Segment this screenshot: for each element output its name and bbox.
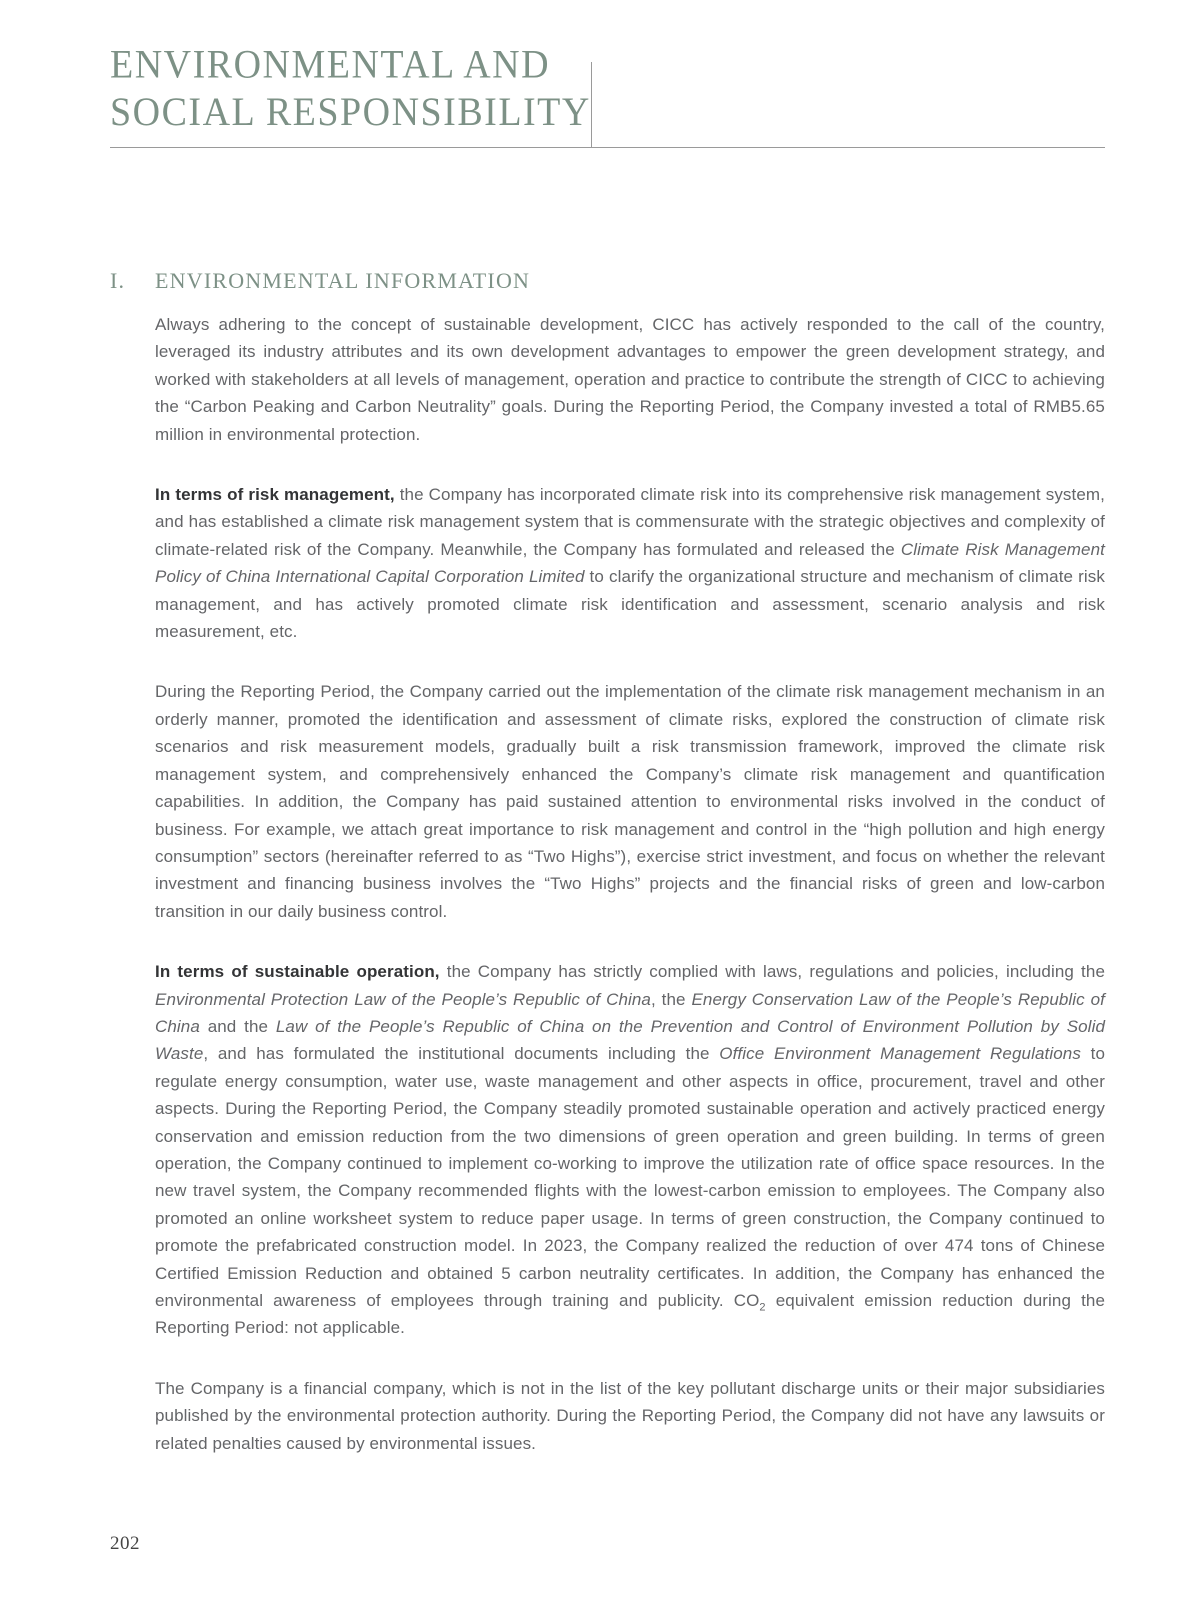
paragraph bbox=[155, 678, 1105, 925]
text-segment-bold: In terms of risk management, bbox=[155, 485, 395, 505]
page-title bbox=[110, 42, 591, 137]
page-number: 202 bbox=[110, 1533, 140, 1554]
section-title: ENVIRONMENTAL INFORMATION bbox=[155, 268, 531, 293]
page-title-line2: SOCIAL RESPONSIBILITY bbox=[110, 90, 591, 135]
text-segment-normal: the Company has strictly complied with laws, regulations and policies, including the bbox=[439, 962, 1105, 982]
text-segment-italic: Law of the People’s Republic of China on the Prevention and Control of Environment Pollution by Solid Waste bbox=[155, 1016, 1105, 1064]
text-segment-normal: equivalent emission reduction during the Reporting Period: not applicable. bbox=[155, 1291, 1106, 1338]
page-title-line1: ENVIRONMENTAL AND bbox=[110, 43, 551, 88]
text-segment-normal: During the Reporting Period, the Company carried out the implementation of the climate risk management mechanism in an orderly manner, promoted the identification and assessment of climate risks, explored the construction of climate risk scenarios and risk measurement models, gradually built a risk transmission framework, improved the climate risk management system, and comprehensively enhanced the Company’s climate risk management and quantification capabilities. In addition, the Company has paid sustained attention to environmental risks involved in the conduct of business. For example, we attach great importance to risk management and control in the “high pollution and high energy consumption” sectors (hereinafter referred to as “Two Highs”), exercise strict investment, and focus on whether the relevant investment and financing business involves the “Two Highs” projects and the financial risks of green and low-carbon transition in our daily business control. bbox=[155, 682, 1105, 921]
text-segment-italic: Environmental Protection Law of the People’s Republic of China bbox=[155, 989, 651, 1009]
paragraph bbox=[155, 958, 1105, 1342]
text-segment-sub: 2 bbox=[759, 1301, 766, 1314]
body-paragraphs bbox=[155, 311, 1105, 1457]
section-heading bbox=[110, 268, 1105, 294]
text-segment-normal: , the bbox=[651, 989, 692, 1009]
text-segment-italic: Energy Conservation Law of the People’s Republic of China bbox=[155, 989, 1106, 1036]
text-segment-italic: Climate Risk Management Policy of China International Capital Corporation Limited bbox=[155, 539, 1105, 587]
paragraph bbox=[155, 1375, 1105, 1457]
text-segment-normal: The Company is a financial company, which is not in the list of the key pollutant discharge units or their major subsidiaries published by the environmental protection authority. During the Reporting Period, the Company did not have any lawsuits or related penalties caused by environmental issues. bbox=[155, 1378, 1105, 1453]
text-segment-normal: the Company has incorporated climate risk into its comprehensive risk management system, and has established a climate risk management system that is commensurate with the strategic objectives and complexity of climate-related risk of the Company. Meanwhile, the Company has formulated and released the bbox=[155, 485, 1105, 559]
title-vertical-rule bbox=[591, 62, 592, 147]
paragraph bbox=[155, 481, 1105, 645]
text-segment-italic: Office Environment Management Regulations bbox=[719, 1044, 1081, 1064]
text-segment-normal: Always adhering to the concept of sustainable development, CICC has actively responded to the call of the country, leveraged its industry attributes and its own development advantages to empower the green development strategy, and worked with stakeholders at all levels of management, operation and practice to contribute the strength of CICC to achieving the “Carbon Peaking and Carbon Neutrality” goals. During the Reporting Period, the Company invested a total of RMB5.65 million in environmental protection. bbox=[155, 315, 1105, 444]
text-segment-normal: and the bbox=[199, 1016, 276, 1036]
paragraph bbox=[155, 311, 1105, 448]
section-number: I. bbox=[110, 268, 126, 293]
title-horizontal-rule bbox=[110, 147, 1105, 148]
text-segment-normal: to clarify the organizational structure and mechanism of climate risk management, and has actively promoted climate risk identification and assessment, scenario analysis and risk measurement, etc. bbox=[155, 567, 1105, 642]
text-segment-bold: In terms of sustainable operation, bbox=[155, 962, 440, 982]
text-segment-normal: to regulate energy consumption, water use, waste management and other aspects in office, procurement, travel and other aspects. During the Reporting Period, the Company steadily promoted sustainable operation and actively practiced energy conservation and emission reduction from the two dimensions of green operation and green building. In terms of green operation, the Company continued to implement co-working to improve the utilization rate of office space resources. In the new travel system, the Company recommended flights with the lowest-carbon emission to employees. The Company also promoted an online worksheet system to reduce paper usage. In terms of green construction, the Company continued to promote the prefabricated construction model. In 2023, the Company realized the reduction of over 474 tons of Chinese Certified Emission Reduction and obtained 5 carbon neutrality certificates. In addition, the Company has enhanced the environmental awareness of employees through training and publicity. CO bbox=[155, 1044, 1106, 1310]
text-segment-normal: , and has formulated the institutional documents including the bbox=[203, 1044, 720, 1064]
